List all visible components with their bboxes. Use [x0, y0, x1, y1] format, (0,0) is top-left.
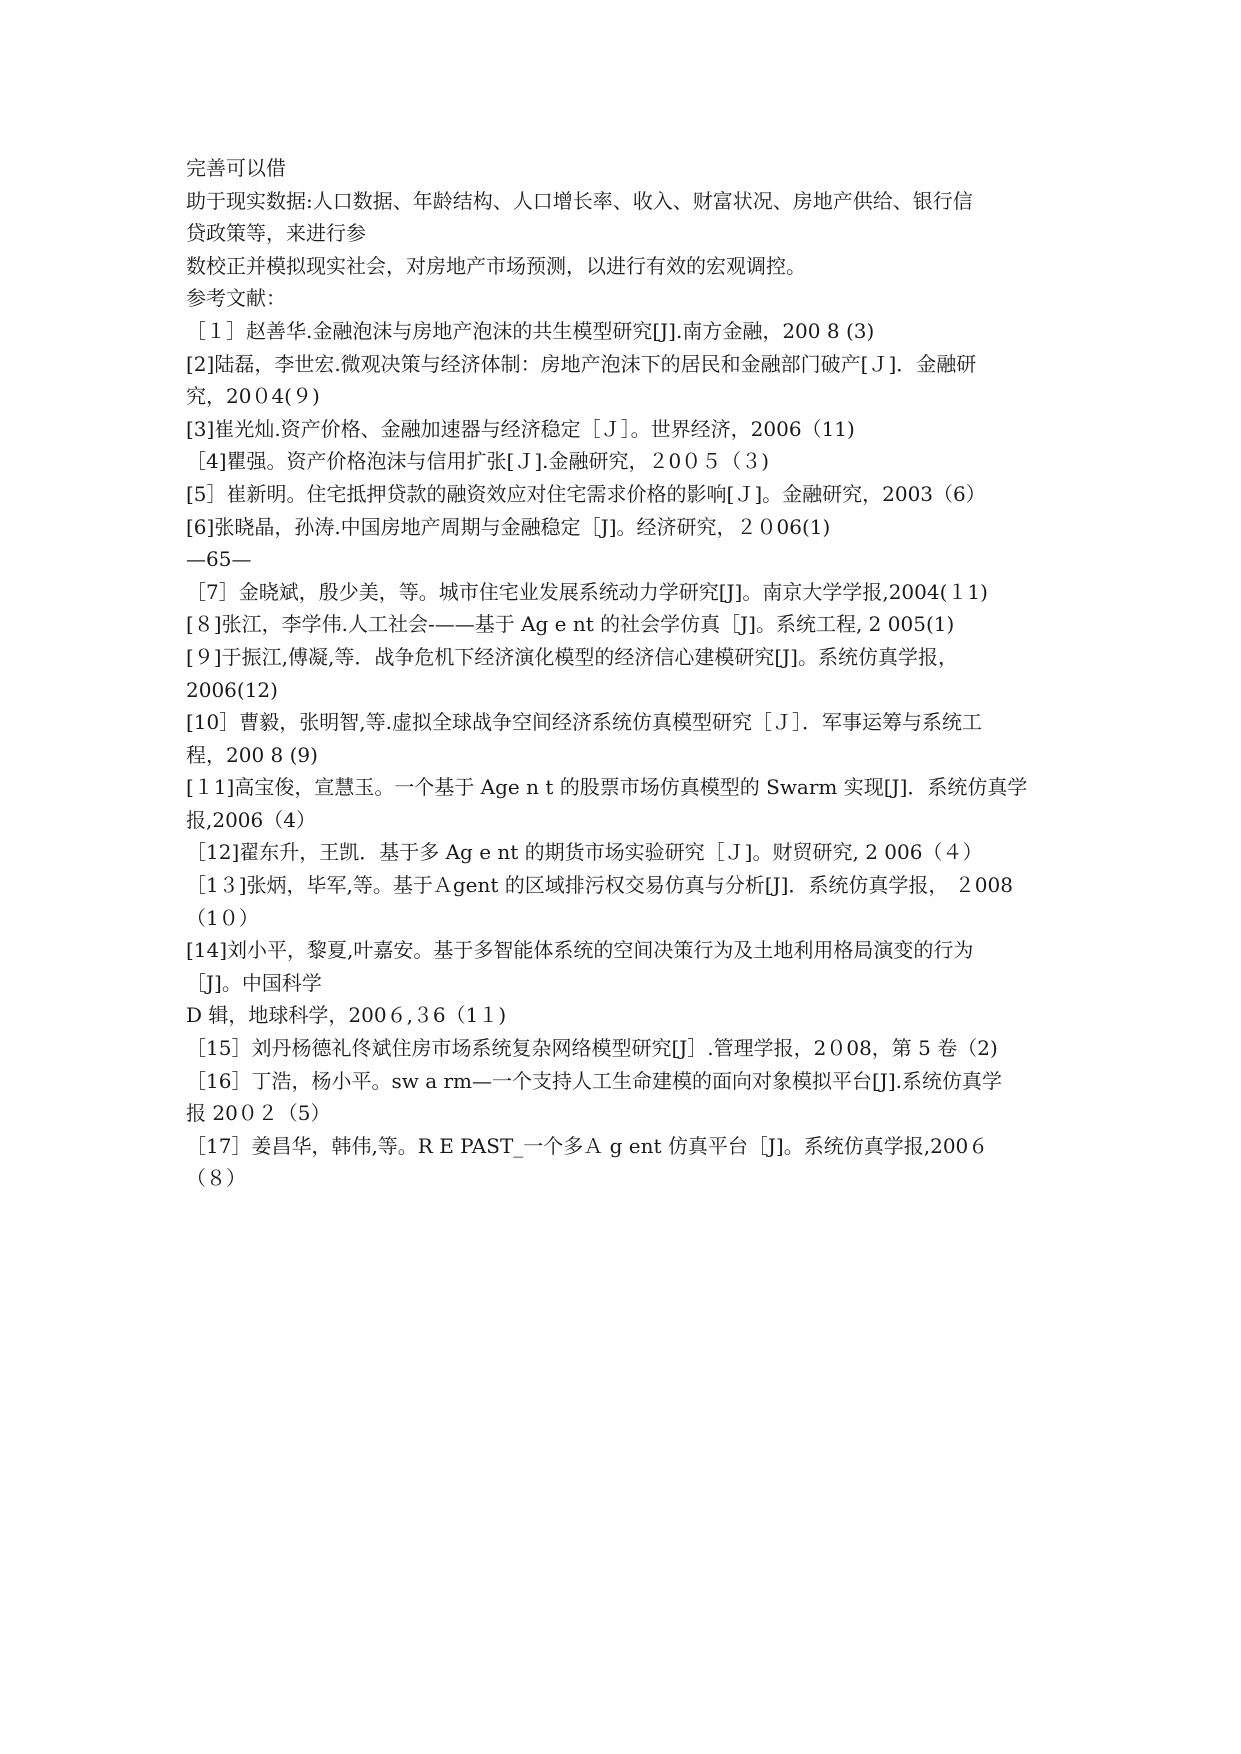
reference-line: [10］曹毅，张明智,等.虚拟全球战争空间经济系统仿真模型研究［Ｊ］．军事运筹与系统工 — [186, 710, 982, 735]
reference-line: ［17］姜昌华，韩伟,等。R E PAST_一个多Ａ g ent 仿真平台［J]。系统仿真学报,200６ — [186, 1133, 989, 1158]
reference-line: ［16］丁浩，杨小平。sw a rm—一个支持人工生命建模的面向对象模拟平台[J].系统仿真学 — [186, 1068, 1002, 1093]
references-heading: 参考文献： — [186, 286, 286, 311]
reference-line: ［4]瞿强。资产价格泡沫与信用扩张[Ｊ].金融研究，２0０５（３) — [186, 449, 770, 474]
reference-line: D 辑，地球科学，200６,３6（1１) — [186, 1003, 507, 1028]
reference-line: [6]张晓晶，孙涛.中国房地产周期与金融稳定［J]。经济研究，２０06(1) — [186, 514, 831, 539]
reference-line: [９]于振江,傅凝,等．战争危机下经济演化模型的经济信心建模研究[J]。系统仿真学报， — [186, 644, 958, 669]
reference-line: 2006(12) — [186, 677, 278, 702]
reference-line: ［15］刘丹杨德礼佟斌住房市场系统复杂网络模型研究[J］.管理学报，2０08，第 5 卷（2) — [186, 1036, 998, 1061]
reference-line: ［7］金晓斌，殷少美，等。城市住宅业发展系统动力学研究[J]。南京大学学报,2004(１1) — [186, 579, 988, 604]
reference-line: 报,2006（4） — [186, 807, 316, 832]
reference-line: [14]刘小平，黎夏,叶嘉安。基于多智能体系统的空间决策行为及土地利用格局演变的行为 — [186, 938, 974, 963]
reference-line: [5］崔新明。住宅抵押贷款的融资效应对住宅需求价格的影响[Ｊ]。金融研究，2003（6） — [186, 481, 986, 506]
intro-line: 完善可以借 — [186, 156, 286, 180]
reference-line: [3]崔光灿.资产价格、金融加速器与经济稳定［Ｊ］。世界经济，2006（11) — [186, 416, 855, 441]
reference-line: [１1]高宝俊，宣慧玉。一个基于 Age n t 的股票市场仿真模型的 Swarm 实现[J]．系统仿真学 — [186, 775, 1028, 800]
reference-line: 报 20０２（5） — [186, 1101, 331, 1126]
reference-line: （８） — [186, 1166, 246, 1191]
intro-line: 数校正并模拟现实社会，对房地产市场预测，以进行有效的宏观调控。 — [186, 253, 806, 278]
reference-line: 程，200 8 (9) — [186, 742, 318, 767]
reference-line: [８]张江，李学伟.人工社会-——基于 Ag e nt 的社会学仿真［J]。系统工程, 2 005(1) — [186, 612, 955, 637]
reference-line: 究，20０4(９) — [186, 384, 320, 409]
page-number: —65— — [186, 547, 252, 572]
reference-line: ［12]翟东升，王凯．基于多 Ag e nt 的期货市场实验研究［Ｊ]。财贸研究, 2 006（４） — [186, 840, 983, 865]
reference-line: ［1３]张炳，毕军,等。基于Ａgent 的区域排污权交易仿真与分析[J]．系统仿真学报， ２008 — [186, 873, 1013, 898]
intro-line: 贷政策等，来进行参 — [186, 221, 366, 246]
reference-line: ［１］赵善华.金融泡沫与房地产泡沫的共生模型研究[J].南方金融，200 8 (3) — [186, 318, 875, 343]
intro-line: 助于现实数据:人口数据、年龄结构、人口增长率、收入、财富状况、房地产供给、银行信 — [186, 188, 973, 213]
document-text — [186, 152, 1056, 1195]
reference-line: （1０） — [186, 905, 259, 930]
reference-line: [2]陆磊，李世宏.微观决策与经济体制：房地产泡沫下的居民和金融部门破产[Ｊ]．金融研 — [186, 351, 977, 376]
reference-line: ［J]。中国科学 — [186, 970, 322, 995]
